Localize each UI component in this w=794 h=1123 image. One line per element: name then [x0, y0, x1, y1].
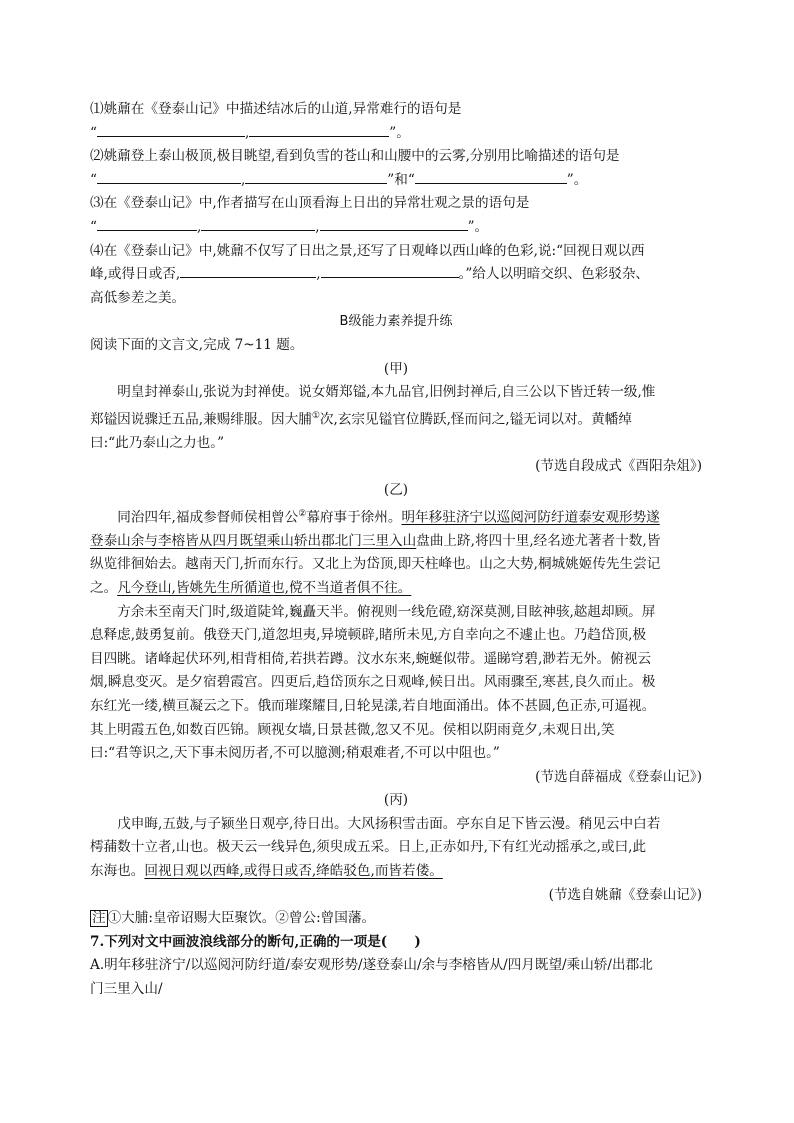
reading-instruction: 阅读下面的文言文,完成 7~11 题。: [90, 336, 304, 353]
wavy-underline-text: 明年移驻济宁以巡阅河防纡道泰安观形势遂: [401, 509, 660, 526]
question-4: ⑷在《登泰山记》中,姚鼐不仅写了日出之景,还写了日观峰以西山峰的色彩,说:“回视日观以西: [90, 242, 645, 259]
passage-jia: 明皇封禅泰山,张说为封禅使。说女婿郑镒,本九品官,旧例封禅后,自三公以下皆迁转一级,惟 郑镒因说骤迁五品,兼赐绯服。因大脯①次,玄宗见镒官位腾跃,怪而问之,镒无词以对。黄幡绰 曰:“此乃泰山之力也。”: [90, 384, 656, 451]
answer-blank[interactable]: [97, 122, 245, 137]
passage-yi-label: (乙): [383, 482, 409, 499]
passage-bing: 戊申晦,五鼓,与子颍坐日观亭,待日出。大风扬积雪击面。亭东自足下皆云漫。稍见云中白若 樗蒱数十立者,山也。极天云一线异色,须臾成五采。日上,正赤如丹,下有红光动摇承之,或曰,此 东海也。回视日观以西峰,或得日或否,绛皓驳色,而皆若偻。: [90, 815, 661, 880]
question-7: 7.下列对文中画波浪线部分的断句,正确的一项是( ): [90, 933, 421, 950]
document-page: [90, 98, 702, 1002]
answer-blank[interactable]: [321, 263, 459, 278]
passage-bing-source: (节选自姚鼐《登泰山记》): [548, 886, 702, 903]
passage-bing-label: (丙): [383, 792, 409, 809]
answer-blank[interactable]: [97, 169, 241, 184]
answer-blank[interactable]: [415, 169, 567, 184]
question-7-option-a[interactable]: A.明年移驻济宁/以巡阅河防纡道/泰安观形势/遂登泰山/余与李榕皆从/四月既望/乘山轿/出郡北: [90, 957, 653, 974]
question-1: ⑴姚鼐在《登泰山记》中描述结冰后的山道,异常难行的语句是: [90, 101, 462, 117]
answer-blank[interactable]: [180, 263, 316, 278]
passage-jia-label: (甲): [383, 360, 409, 377]
section-heading: B级能力素养提升练: [339, 314, 453, 330]
answer-blank[interactable]: [320, 216, 468, 231]
question-4-line-2: 峰,或得日或否, , 。”给人以明暗交织、色彩驳杂、: [90, 263, 702, 287]
passage-yi: 同治四年,福成参督师侯相曾公②幕府事于徐州。明年移驻济宁以巡阅河防纡道泰安观形势遂 登泰山余与李榕皆从四月既望乘山轿出郡北门三里入山盘曲上跻,将四十里,经名迹尤著者十数,皆 纵览徘徊始去。越南天门,折而东行。又北上为岱顶,即天柱峰也。山之大势,桐城姚姬传先生尝记 之。凡今登山,皆姚先生所循道也,傥不当道者俱不往。 方余未至南天门时,级道陡耸,巍矗天半。俯视则一线危磴,窈深莫测,目眩神骇,趑趄却顾。屏 息释虑,鼓勇复前。俄登天门,道忽坦夷,异境顿辟,睹所未见,方自幸向之不遽止也。乃趋岱顶,极 目四眺。诸峰起伏环列,相背相倚,若拱若蹲。汶水东来,蜿蜒似带。遥睇穹碧,渺若无外。俯视云 烟,瞬息变灭。是夕宿碧霞宫。四更后,趋岱顶东之日观峰,候日出。风雨骤至,寒甚,良久而止。极 东红光一缕,横亘凝云之下。俄而璀璨耀目,日轮晃漾,若自地面涌出。体不甚圆,色正赤,可逼视。 其上明霞五色,如数百匹锦。顾视女墙,日景甚微,忽又不见。侯相以阴雨竟夕,未观日出,笑 曰:“君等识之,天下事未阅历者,不可以臆测;稍艰难者,不可以中阻也。”: [90, 508, 661, 762]
answer-blank[interactable]: [249, 122, 389, 137]
footnote: 注 ①大脯:皇帝诏赐大臣聚饮。②曾公:曾国藩。: [92, 910, 376, 927]
passage-jia-source: (节选自段成式《酉阳杂俎》): [535, 458, 702, 475]
underlined-sentence: 凡今登山,皆姚先生所循道也,傥不当道者俱不往。: [117, 579, 412, 596]
answer-blank[interactable]: [245, 169, 387, 184]
answer-blank[interactable]: [201, 216, 315, 231]
note-label: 注: [92, 910, 106, 927]
wavy-underline-text: 登泰山余与李榕皆从四月既望乘山轿出郡北门三里入山: [90, 532, 417, 549]
question-1-answer-line: “ , ”。: [90, 122, 702, 146]
question-7-option-a-cont: 门三里入山/: [90, 981, 163, 998]
passage-yi-source: (节选自薛福成《登泰山记》): [535, 768, 702, 785]
question-4-line-3: 高低参差之美。: [90, 289, 186, 306]
question-2: ⑵姚鼐登上泰山极顶,极目眺望,看到负雪的苍山和山腰中的云雾,分别用比喻描述的语句是: [90, 148, 620, 165]
question-2-answer-line: “ , ”和“ ”。: [90, 169, 702, 193]
underlined-sentence: 回视日观以西峰,或得日或否,绛皓驳色,而皆若偻。: [144, 863, 443, 880]
question-3: ⑶在《登泰山记》中,作者描写在山顶看海上日出的异常壮观之景的语句是: [90, 195, 530, 212]
answer-blank[interactable]: [97, 216, 197, 231]
question-3-answer-line: “ , , ”。: [90, 216, 702, 240]
